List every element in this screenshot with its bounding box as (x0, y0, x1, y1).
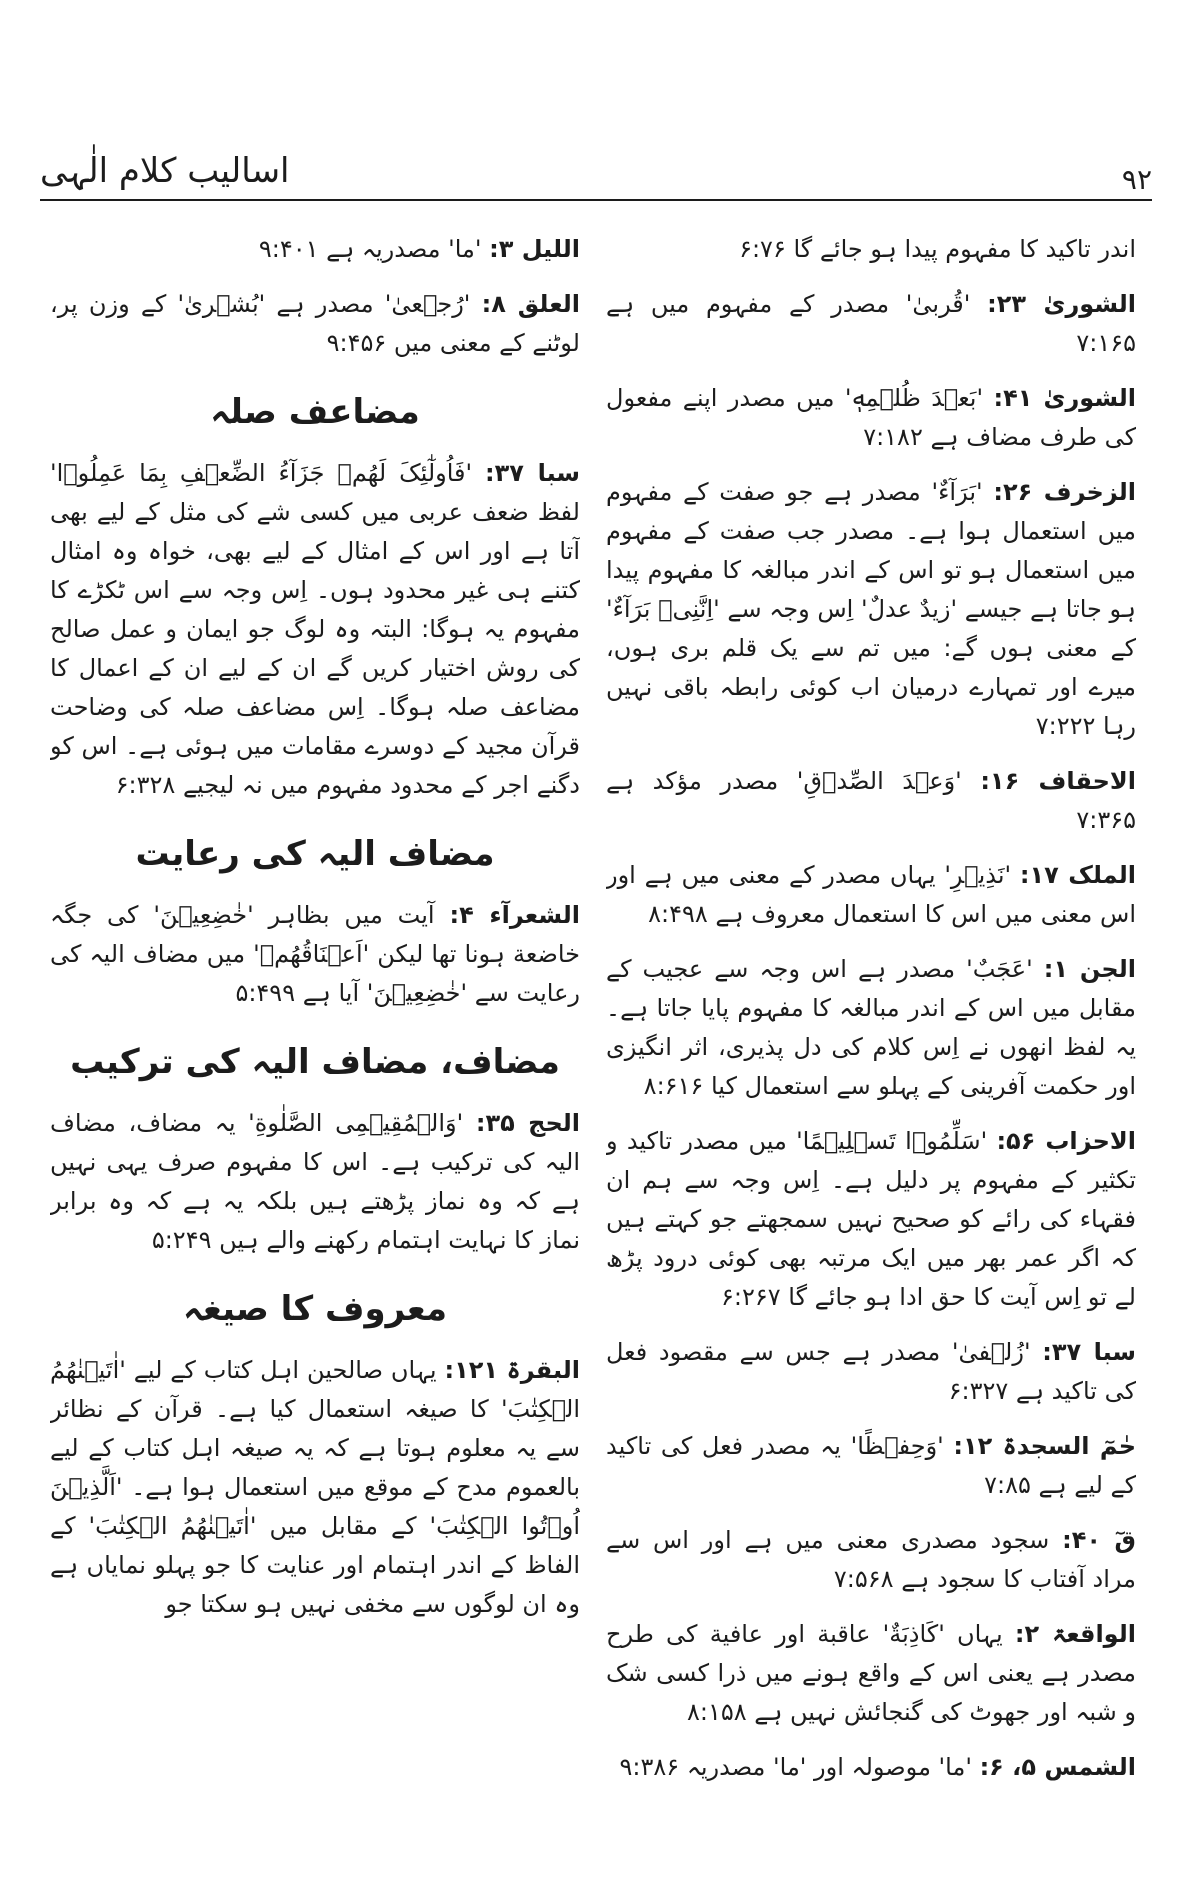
entry-text: یہاں 'کَاذِبَةٌ' عاقبة اور عافية کی طرح مصدر ہے یعنی اس کے واقع ہونے میں ذرا کسی شک و شبہ اور جھوٹ کی گنجائش نہیں ہے ۸:۱۵۸ (606, 1620, 1136, 1726)
entry (50, 896, 580, 1013)
entry (50, 230, 580, 269)
entry (50, 1104, 580, 1260)
entry-text: سجود مصدری معنی میں ہے اور اس سے مراد آفتاب کا سجود ہے ۷:۵۶۸ (606, 1526, 1136, 1593)
section-heading: مضاعف صلہ (210, 392, 420, 432)
entry (606, 285, 1136, 363)
section-heading: مضاف الیہ کی رعایت (135, 834, 495, 874)
entry (606, 1122, 1136, 1317)
running-header-title: اسالیب کلام الٰہی (40, 151, 290, 191)
entry-text: 'سَلِّمُوۡا تَسۡلِیۡمًا' میں مصدر تاکید و تکثیر کے مفہوم پر دلیل ہے۔ اِس وجہ سے ہم ان فقہاء کی رائے کو صحیح نہیں سمجھتے جو کہتے ہیں کہ اگر عمر بھر میں ایک مرتبہ بھی کوئی درود پڑھ لے تو اِس آیت کا حق ادا ہو جائے گا ۶:۲۶۷ (606, 1127, 1136, 1311)
entry (606, 379, 1136, 457)
header-rule (40, 199, 1152, 201)
entry-reference: الشوریٰ ۲۳: (987, 290, 1136, 318)
entry-reference: الواقعۃ ۲: (1014, 1620, 1136, 1648)
right-column (606, 230, 1136, 1850)
entry-text: 'زُلۡفیٰ' مصدر ہے جس سے مقصود فعل کی تاکید ہے ۶:۳۲۷ (606, 1338, 1136, 1405)
entry (606, 230, 1136, 269)
entry-text: 'فَاُولٰٓئِکَ لَهُمۡ جَزَآءُ الضِّعۡفِ بِمَا عَمِلُوۡا' لفظ ضعف عربی میں کسی شے کی مثل کے لیے بھی آتا ہے اور اس کے امثال کے لیے بھی، خواہ وہ امثال کتنے ہی غیر محدود ہوں۔ اِس وجہ سے اس ٹکڑے کا مفہوم یہ ہوگا: البتہ وہ لوگ جو ایمان و عمل صالح کی روش اختیار کریں گے ان کے لیے ان کے اعمال کا مضاعف صلہ ہوگا۔ اِس مضاعف صلہ کی وضاحت قرآن مجید کے دوسرے مقامات میں ہوئی ہے۔ اس کو دگنے اجر کے محدود مفہوم میں نہ لیجیے ۶:۳۲۸ (50, 459, 580, 799)
entry (606, 473, 1136, 746)
entry (606, 950, 1136, 1106)
entry-text: 'بَعۡدَ ظُلۡمِهٖ' میں مصدر اپنے مفعول کی طرف مضاف ہے ۷:۱۸۲ (606, 384, 1136, 451)
entry (50, 285, 580, 363)
entry-text: 'ما' موصولہ اور 'ما' مصدریہ ۹:۳۸۶ (619, 1753, 972, 1781)
entry-reference: حٰمٓ السجدۃ ۱۲: (953, 1432, 1136, 1460)
entry-text: یہاں صالحین اہل کتاب کے لیے 'اٰتَیۡنٰهُمُ الۡکِتٰبَ' کا صیغہ استعمال کیا ہے۔ قرآن کے نظائر سے یہ معلوم ہوتا ہے کہ یہ صیغہ اہل کتاب کے لیے بالعموم مدح کے موقع میں استعمال ہوا ہے۔ 'اَلَّذِیۡنَ اُوۡتُوا الۡکِتٰبَ' کے مقابل میں 'اٰتَیۡنٰهُمُ الۡکِتٰبَ' کے الفاظ کے اندر اہتمام اور عنایت کا جو پہلو نمایاں ہے وہ ان لوگوں سے مخفی نہیں ہو سکتا جو (50, 1356, 580, 1618)
entry-reference: العلق ۸: (481, 290, 580, 318)
page-number: ۹۲ (1121, 163, 1152, 196)
entry (50, 1351, 580, 1624)
entry (606, 1427, 1136, 1505)
section-heading: مضاف، مضاف الیہ کی ترکیب (70, 1042, 560, 1082)
entry-reference: الاحقاف ۱۶: (980, 767, 1136, 795)
entry-text: 'قُربیٰ' مصدر کے مفہوم میں ہے ۷:۱۶۵ (606, 290, 1136, 357)
entry-text: 'رُجۡعیٰ' مصدر ہے 'بُشۡریٰ' کے وزن پر، لوٹنے کے معنی میں ۹:۴۵۶ (50, 290, 580, 357)
entry-text: 'بَرَآءٌ' مصدر ہے جو صفت کے مفہوم میں استعمال ہوا ہے۔ مصدر جب صفت کے مفہوم میں استعمال ہو تو اس کے اندر مبالغہ کا مفہوم پیدا ہو جاتا ہے جیسے 'زیدٌ عدلٌ' اِس وجہ سے 'اِنَّنِیۡ بَرَآءٌ' کے معنی ہوں گے: میں تم سے یک قلم بری ہوں، میرے اور تمہارے درمیان اب کوئی رابطہ باقی نہیں رہا ۷:۲۲۲ (606, 478, 1136, 740)
entry-reference: الاحزاب ۵۶: (996, 1127, 1136, 1155)
entry-reference: الشعرآء ۴: (449, 901, 580, 929)
entry-reference: سبا ۳۷: (1042, 1338, 1136, 1366)
entry-text: 'عَجَبٌ' مصدر ہے اس وجہ سے عجیب کے مقابل میں اس کے اندر مبالغہ کا مفہوم پایا جاتا ہے۔ یہ لفظ انھوں نے اِس کلام کی دل پذیری، اثر انگیزی اور حکمت آفرینی کے پہلو سے استعمال کیا ۸:۶۱۶ (606, 955, 1136, 1100)
entry (606, 1748, 1136, 1787)
entry (606, 1333, 1136, 1411)
entry-reference: الزخرف ۲۶: (993, 478, 1136, 506)
entry-reference: الملک ۱۷: (1019, 861, 1136, 889)
entry-reference: الشوریٰ ۴۱: (993, 384, 1136, 412)
entry-reference: الشمس ۵، ۶: (979, 1753, 1136, 1781)
entry-text: 'وَحِفۡظًا' یہ مصدر فعل کی تاکید کے لیے ہے ۷:۸۵ (606, 1432, 1136, 1499)
entry-text: اندر تاکید کا مفہوم پیدا ہو جائے گا ۶:۷۶ (739, 235, 1136, 263)
entry-reference: البقرۃ ۱۲۱: (444, 1356, 580, 1384)
entry-text: 'نَذِیۡرِ' یہاں مصدر کے معنی میں ہے اور اس معنی میں اس کا استعمال معروف ہے ۸:۴۹۸ (606, 861, 1136, 928)
entry (606, 1521, 1136, 1599)
entry-text: 'ما' مصدریہ ہے ۹:۴۰۱ (258, 235, 482, 263)
entry (606, 856, 1136, 934)
entry-reference: سبا ۳۷: (485, 459, 580, 487)
entry-text: 'وَالۡمُقِیۡمِی الصَّلٰوةِ' یہ مضاف، مضاف الیہ کی ترکیب ہے۔ اس کا مفہوم صرف یہی نہیں ہے کہ وہ نماز پڑھتے ہیں بلکہ یہ ہے کہ وہ برابر نماز کا نہایت اہتمام رکھنے والے ہیں ۵:۲۴۹ (50, 1109, 580, 1254)
entry-reference: اللیل ۳: (489, 235, 580, 263)
entry-reference: الحج ۳۵: (475, 1109, 580, 1137)
entry (50, 454, 580, 805)
entry-reference: الجن ۱: (1043, 955, 1136, 983)
entry (606, 1615, 1136, 1732)
left-column (50, 230, 580, 1850)
entry-text: 'وَعۡدَ الصِّدۡقِ' مصدر مؤکد ہے ۷:۳۶۵ (606, 767, 1136, 834)
entry-text: آیت میں بظاہر 'خٰضِعِیۡنَ' کی جگہ خاضعة ہونا تھا لیکن 'اَعۡنَاقُهُمۡ' میں مضاف الیہ کی رعایت سے 'خٰضِعِیۡنَ' آیا ہے ۵:۴۹۹ (50, 901, 580, 1007)
section-heading: معروف کا صیغہ (182, 1289, 448, 1329)
entry (606, 762, 1136, 840)
entry-reference: قٓ ۴۰: (1062, 1526, 1136, 1554)
